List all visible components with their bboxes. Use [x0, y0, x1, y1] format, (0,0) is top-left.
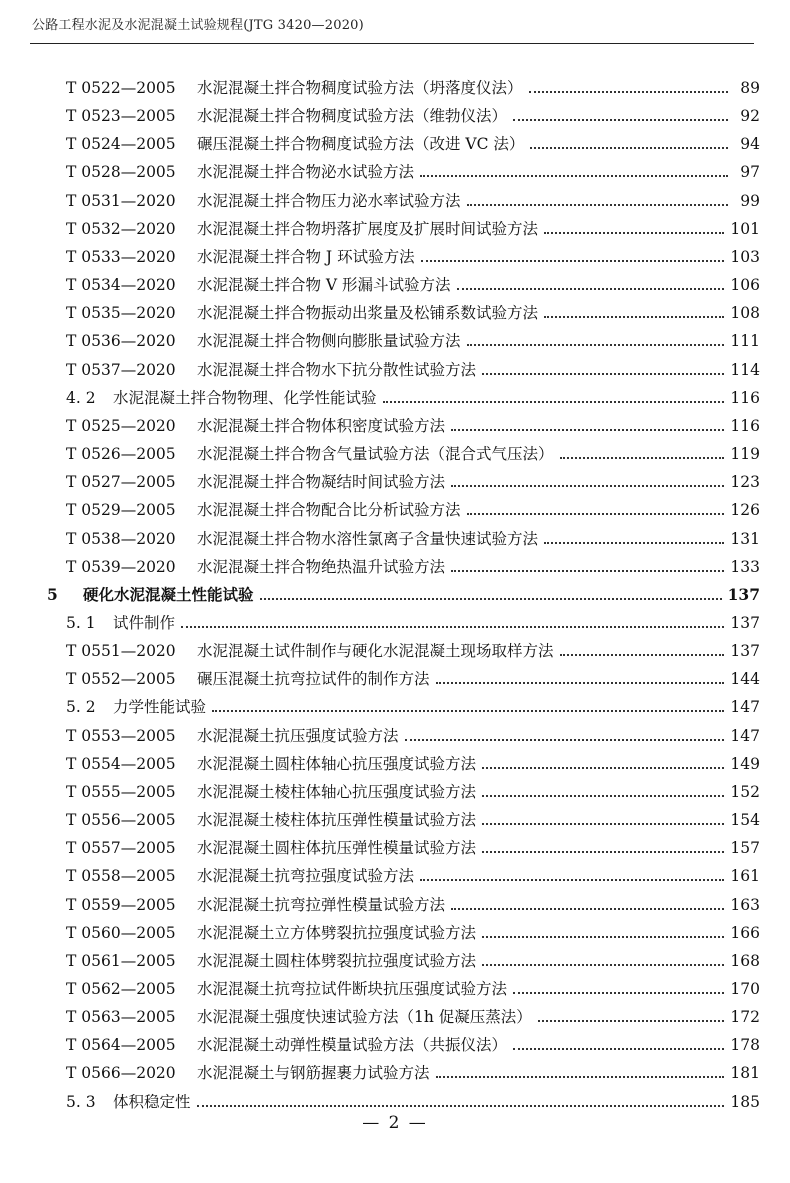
toc-title: 水泥混凝土圆柱体劈裂抗拉强度试验方法: [197, 951, 477, 970]
toc-page-number: 147: [730, 698, 760, 717]
toc-entry-code: T 0551—2020: [66, 642, 176, 661]
toc-page-number: 137: [730, 642, 760, 661]
toc-section-number: 5. 3: [66, 1092, 96, 1111]
toc-leader-dots: [420, 879, 724, 881]
toc-leader-dots: [560, 654, 725, 656]
toc-entry-code: T 0557—2005: [66, 839, 176, 858]
toc-page-number: 106: [730, 276, 760, 295]
toc-page-number: 161: [730, 867, 760, 886]
toc-leader-dots: [544, 316, 724, 318]
toc-entry: [0, 865, 790, 887]
toc-title: 水泥混凝土抗压强度试验方法: [197, 726, 399, 745]
toc-leader-dots: [457, 288, 725, 290]
toc-leader-dots: [544, 542, 724, 544]
toc-entry-code: T 0525—2020: [66, 416, 176, 435]
toc-entry: [0, 218, 790, 240]
toc-leader-dots: [451, 429, 724, 431]
toc-title: 水泥混凝土棱柱体轴心抗压强度试验方法: [197, 782, 477, 801]
toc-leader-dots: [482, 936, 724, 938]
toc-title: 水泥混凝土抗弯拉强度试验方法: [197, 867, 415, 886]
toc-page-number: 116: [730, 416, 760, 435]
toc-entry-code: T 0524—2005: [66, 135, 176, 154]
toc-entry-code: T 0527—2005: [66, 473, 176, 492]
toc-leader-dots: [405, 739, 725, 741]
toc-entry: [0, 1006, 790, 1028]
toc-page-number: 185: [730, 1092, 760, 1111]
toc-page-number: 149: [730, 754, 760, 773]
toc-page-number: 154: [730, 811, 760, 830]
toc-leader-dots: [482, 795, 724, 797]
table-of-contents: [0, 77, 790, 1113]
toc-entry-code: T 0526—2005: [66, 445, 176, 464]
toc-entry-code: T 0562—2005: [66, 980, 176, 998]
toc-entry-code: T 0535—2020: [66, 304, 176, 323]
toc-entry: [0, 274, 790, 296]
toc-title: 水泥混凝土拌合物稠度试验方法（坍落度仪法）: [197, 79, 523, 97]
toc-title: 水泥混凝土拌合物压力泌水率试验方法: [197, 191, 461, 210]
toc-page-number: 137: [727, 584, 760, 604]
toc-entry-code: T 0566—2020: [66, 1064, 176, 1083]
toc-title: 水泥混凝土与钢筋握裹力试验方法: [197, 1064, 430, 1083]
toc-entry: [0, 1034, 790, 1056]
toc-page-number: 116: [730, 388, 760, 407]
toc-page-number: 94: [740, 135, 760, 154]
toc-leader-dots: [482, 964, 724, 966]
toc-entry: [0, 640, 790, 662]
toc-title: 水泥混凝土抗弯拉弹性模量试验方法: [197, 895, 446, 914]
toc-title: 水泥混凝土拌合物水溶性氯离子含量快速试验方法: [197, 529, 539, 548]
toc-page-number: 147: [730, 726, 760, 745]
toc-page-number: 144: [730, 670, 760, 689]
toc-entry: [0, 950, 790, 972]
toc-entry: [0, 809, 790, 831]
toc-chapter-number: 5: [47, 584, 58, 604]
toc-leader-dots: [451, 485, 724, 487]
toc-entry-code: T 0529—2005: [66, 501, 176, 520]
toc-entry-code: T 0531—2020: [66, 191, 176, 210]
toc-entry-code: T 0563—2005: [66, 1008, 176, 1027]
toc-page-number: 99: [740, 191, 760, 210]
toc-title: 体积稳定性: [113, 1092, 191, 1111]
toc-entry: [0, 359, 790, 381]
toc-entry: [0, 1062, 790, 1084]
toc-leader-dots: [530, 147, 728, 149]
toc-leader-dots: [197, 1105, 725, 1107]
toc-title: 碾压混凝土拌合物稠度试验方法（改进 VC 法）: [197, 135, 525, 154]
toc-page-number: 133: [730, 557, 760, 576]
toc-title: 水泥混凝土拌合物水下抗分散性试验方法: [197, 360, 477, 379]
toc-entry: [0, 781, 790, 803]
toc-leader-dots: [212, 710, 724, 712]
toc-page-number: 97: [740, 163, 760, 182]
toc-entry-code: T 0561—2005: [66, 951, 176, 970]
toc-page-number: 166: [730, 923, 760, 942]
toc-section-number: 5. 1: [66, 613, 96, 632]
toc-page-number: 152: [730, 782, 760, 801]
toc-page-number: 170: [730, 980, 760, 998]
toc-leader-dots: [436, 1076, 725, 1078]
toc-entry-code: T 0560—2005: [66, 923, 176, 942]
toc-page-number: 123: [730, 473, 760, 492]
toc-leader-dots: [451, 908, 724, 910]
toc-page-number: 172: [730, 1008, 760, 1027]
toc-section: [0, 1091, 790, 1113]
toc-title: 水泥混凝土抗弯拉试件断块抗压强度试验方法: [197, 980, 508, 998]
toc-leader-dots: [467, 513, 725, 515]
toc-leader-dots: [420, 175, 728, 177]
toc-leader-dots: [383, 401, 725, 403]
toc-leader-dots: [181, 626, 724, 628]
toc-entry: [0, 556, 790, 578]
toc-title: 水泥混凝土拌合物 V 形漏斗试验方法: [197, 276, 451, 295]
toc-entry-code: T 0523—2005: [66, 107, 176, 126]
toc-title: 硬化水泥混凝土性能试验: [83, 584, 254, 604]
toc-entry: [0, 528, 790, 550]
toc-title: 水泥混凝土拌合物凝结时间试验方法: [197, 473, 446, 492]
toc-entry-code: T 0559—2005: [66, 895, 176, 914]
toc-leader-dots: [436, 682, 725, 684]
toc-leader-dots: [482, 767, 724, 769]
toc-leader-dots: [482, 851, 724, 853]
toc-page-number: 157: [730, 839, 760, 858]
toc-entry-code: T 0564—2005: [66, 1036, 176, 1055]
toc-title: 水泥混凝土圆柱体轴心抗压强度试验方法: [197, 754, 477, 773]
toc-entry: [0, 922, 790, 944]
toc-entry-code: T 0534—2020: [66, 276, 176, 295]
toc-entry-code: T 0538—2020: [66, 529, 176, 548]
toc-title: 水泥混凝土拌合物配合比分析试验方法: [197, 501, 461, 520]
toc-entry: [0, 753, 790, 775]
toc-entry: [0, 302, 790, 324]
toc-title: 碾压混凝土抗弯拉试件的制作方法: [197, 670, 430, 689]
header-rule: [30, 43, 754, 44]
toc-entry-code: T 0552—2005: [66, 670, 176, 689]
toc-page-number: 137: [730, 613, 760, 632]
toc-title: 水泥混凝土强度快速试验方法（1h 促凝压蒸法）: [197, 1008, 532, 1027]
toc-entry: [0, 725, 790, 747]
toc-leader-dots: [260, 598, 722, 600]
toc-title: 试件制作: [113, 613, 176, 632]
toc-entry-code: T 0558—2005: [66, 867, 176, 886]
toc-entry: [0, 246, 790, 268]
toc-title: 水泥混凝土拌合物稠度试验方法（维勃仪法）: [197, 107, 508, 126]
toc-page-number: 101: [730, 219, 760, 238]
toc-leader-dots: [529, 91, 728, 93]
toc-entry-code: T 0537—2020: [66, 360, 176, 379]
toc-entry: [0, 837, 790, 859]
toc-section-number: 4. 2: [66, 388, 96, 407]
toc-title: 水泥混凝土拌合物物理、化学性能试验: [113, 388, 377, 407]
toc-entry-code: T 0539—2020: [66, 557, 176, 576]
toc-leader-dots: [560, 457, 725, 459]
running-head: 公路工程水泥及水泥混凝土试验规程(JTG 3420—2020): [32, 18, 364, 33]
toc-entry: [0, 894, 790, 916]
page-number: — 2 —: [362, 1113, 428, 1133]
toc-page-number: 111: [730, 332, 760, 351]
toc-title: 水泥混凝土拌合物体积密度试验方法: [197, 416, 446, 435]
toc-page-number: 103: [730, 247, 760, 266]
toc-entry-code: T 0536—2020: [66, 332, 176, 351]
toc-page-number: 92: [740, 107, 760, 126]
toc-title: 水泥混凝土拌合物绝热温升试验方法: [197, 557, 446, 576]
toc-section: [0, 387, 790, 409]
toc-title: 水泥混凝土拌合物振动出浆量及松铺系数试验方法: [197, 304, 539, 323]
toc-entry: [0, 330, 790, 352]
toc-entry-code: T 0532—2020: [66, 219, 176, 238]
toc-page-number: 119: [730, 445, 760, 464]
toc-entry: [0, 668, 790, 690]
toc-entry: [0, 77, 790, 99]
toc-page-number: 89: [740, 79, 760, 97]
toc-entry: [0, 105, 790, 127]
toc-title: 水泥混凝土拌合物 J 环试验方法: [197, 247, 415, 266]
toc-section: [0, 612, 790, 634]
toc-page-number: 163: [730, 895, 760, 914]
toc-entry-code: T 0554—2005: [66, 754, 176, 773]
toc-chapter: [0, 584, 790, 606]
toc-entry-code: T 0533—2020: [66, 247, 176, 266]
toc-entry: [0, 443, 790, 465]
toc-entry-code: T 0555—2005: [66, 782, 176, 801]
toc-title: 水泥混凝土拌合物含气量试验方法（混合式气压法）: [197, 445, 554, 464]
toc-leader-dots: [467, 344, 725, 346]
toc-entry: [0, 133, 790, 155]
toc-page-number: 178: [730, 1036, 760, 1055]
toc-leader-dots: [513, 119, 728, 121]
toc-entry: [0, 978, 790, 1000]
toc-page-number: 108: [730, 304, 760, 323]
toc-entry: [0, 161, 790, 183]
toc-title: 水泥混凝土拌合物坍落扩展度及扩展时间试验方法: [197, 219, 539, 238]
toc-entry-code: T 0522—2005: [66, 79, 176, 97]
toc-title: 水泥混凝土试件制作与硬化水泥混凝土现场取样方法: [197, 642, 554, 661]
toc-section: [0, 696, 790, 718]
toc-entry: [0, 499, 790, 521]
toc-title: 水泥混凝土拌合物侧向膨胀量试验方法: [197, 332, 461, 351]
toc-title: 水泥混凝土立方体劈裂抗拉强度试验方法: [197, 923, 477, 942]
toc-leader-dots: [482, 823, 724, 825]
toc-title: 水泥混凝土拌合物泌水试验方法: [197, 163, 415, 182]
toc-title: 水泥混凝土动弹性模量试验方法（共振仪法）: [197, 1036, 508, 1055]
toc-title: 力学性能试验: [113, 698, 207, 717]
toc-entry-code: T 0553—2005: [66, 726, 176, 745]
toc-title: 水泥混凝土棱柱体抗压弹性模量试验方法: [197, 811, 477, 830]
toc-page-number: 131: [730, 529, 760, 548]
toc-leader-dots: [513, 992, 724, 994]
toc-leader-dots: [544, 232, 724, 234]
toc-page-number: 168: [730, 951, 760, 970]
toc-entry: [0, 471, 790, 493]
toc-entry: [0, 190, 790, 212]
toc-leader-dots: [451, 570, 724, 572]
toc-entry-code: T 0556—2005: [66, 811, 176, 830]
toc-leader-dots: [513, 1048, 724, 1050]
toc-entry-code: T 0528—2005: [66, 163, 176, 182]
toc-entry: [0, 415, 790, 437]
toc-page-number: 181: [730, 1064, 760, 1083]
toc-leader-dots: [421, 260, 725, 262]
toc-section-number: 5. 2: [66, 698, 96, 717]
toc-leader-dots: [482, 373, 724, 375]
toc-leader-dots: [467, 204, 728, 206]
toc-page-number: 126: [730, 501, 760, 520]
toc-page-number: 114: [730, 360, 760, 379]
toc-title: 水泥混凝土圆柱体抗压弹性模量试验方法: [197, 839, 477, 858]
toc-leader-dots: [538, 1020, 725, 1022]
